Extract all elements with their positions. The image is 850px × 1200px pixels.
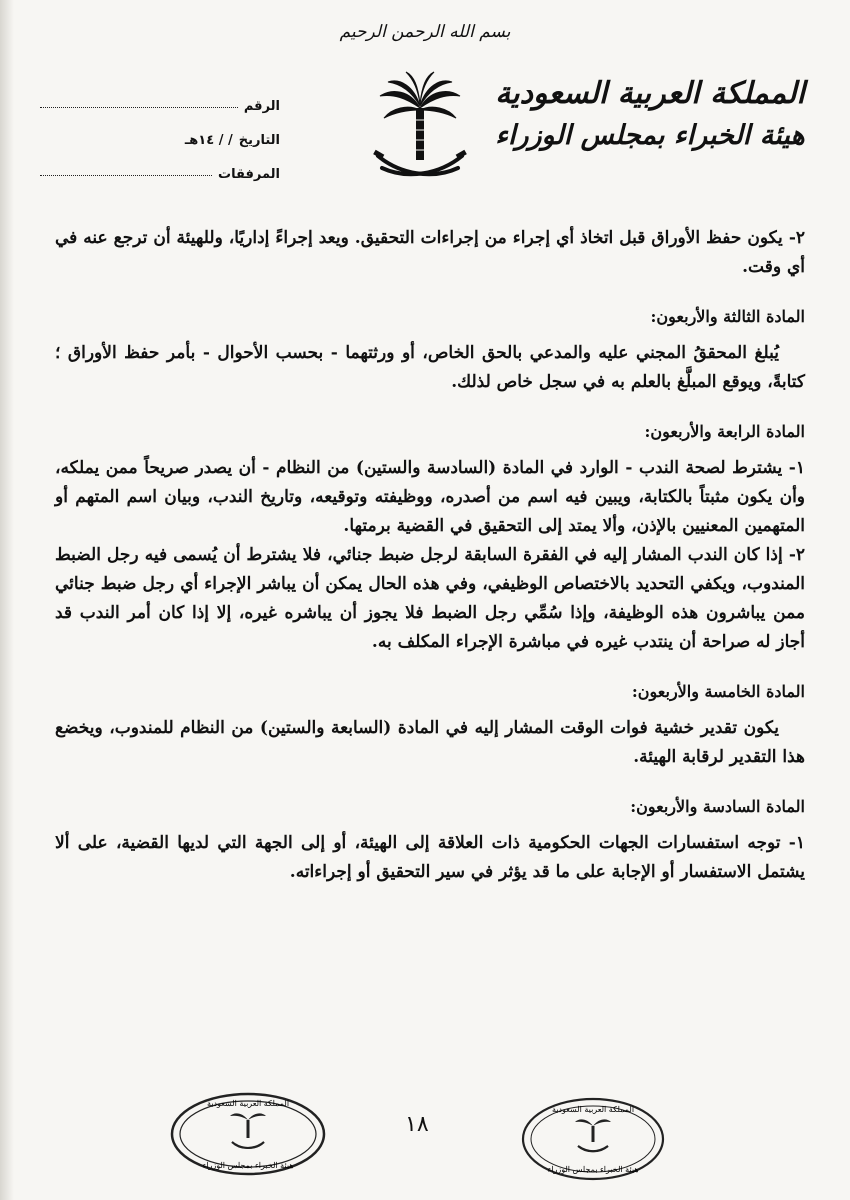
official-seal-right-icon xyxy=(518,1094,668,1184)
article-45-title: المادة الخامسة والأربعون: xyxy=(631,682,805,701)
seal-left-top-text: المملكة العربية السعودية xyxy=(206,1099,290,1108)
item-text: يكون حفظ الأوراق قبل اتخاذ أي إجراء من إجراءات التحقيق. ويعد إجراءً إداريًا، وللهيئة أن ترجع عنه في أي وقت. xyxy=(55,228,805,277)
item-text: إذا كان الندب المشار إليه في الفقرة السابقة لرجل ضبط جنائي، فلا يشترط أن يُسمى فيه رجل الضبط المندوب، ويكفي التحديد بالاختصاص الوظيفي، وفي هذه الحال يمكن أن يباشر الإجراء أي رجل ضبط جنائي ممن يباشرون هذه الوظيفة، وإذا سُمِّي رجل الضبط فلا يجوز أن يباشره غيره، إلا إذا كان أمر الندب قد أجاز له صراحة أن ينتدب غيره في مباشرة الإجراء المكلف به. xyxy=(55,545,805,652)
date-label: التاريخ xyxy=(238,133,280,148)
paragraph-item-2 xyxy=(55,224,805,282)
saudi-emblem-icon xyxy=(370,70,470,190)
article-43-text: يُبلغ المحققُ المجني عليه والمدعي بالحق الخاص، أو ورثتهما - بحسب الأحوال - بأمر حفظ الأوراق ؛ كتابةً، ويوقع المبلَّغ بالعلم به في سجل خاص لذلك. xyxy=(55,343,805,392)
item-number: ٢- xyxy=(788,228,806,248)
reference-label: الرقم xyxy=(243,99,280,114)
article-46-item-1 xyxy=(55,829,805,887)
letterhead-title xyxy=(490,72,810,156)
article-44-title: المادة الرابعة والأربعون: xyxy=(644,422,805,441)
attachments-line xyxy=(40,175,212,176)
item-number: ١- xyxy=(788,458,805,478)
date-value: / / ١٤هـ xyxy=(184,133,233,148)
article-44-item-1 xyxy=(55,454,805,541)
document-body xyxy=(55,224,805,887)
reference-number-field xyxy=(40,80,280,114)
seal-right-bottom-text: هيئة الخبراء بمجلس الوزراء xyxy=(547,1165,639,1174)
scan-edge-shadow xyxy=(0,0,14,1200)
kingdom-name: المملكة العربية السعودية xyxy=(495,76,805,111)
seal-right-top-text: المملكة العربية السعودية xyxy=(551,1105,635,1114)
basmala: بسم الله الرحمن الرحيم xyxy=(339,22,511,42)
seal-left-bottom-text: هيئة الخبراء بمجلس الوزراء xyxy=(202,1161,294,1170)
article-46-title: المادة السادسة والأربعون: xyxy=(630,797,805,816)
page-number: ١٨ xyxy=(405,1112,429,1137)
page-footer xyxy=(0,1090,850,1190)
item-number: ٢- xyxy=(788,545,806,565)
attachments-label: المرفقات xyxy=(218,167,280,182)
item-number: ١- xyxy=(788,833,805,853)
article-43-title: المادة الثالثة والأربعون: xyxy=(650,307,805,326)
authority-name: هيئة الخبراء بمجلس الوزراء xyxy=(495,120,805,151)
article-45-text: يكون تقدير خشية فوات الوقت المشار إليه في المادة (السابعة والستين) من النظام للمندوب، ويخضع هذا التقدير لرقابة الهيئة. xyxy=(55,718,805,767)
reference-line xyxy=(40,107,238,108)
item-text: توجه استفسارات الجهات الحكومية ذات العلاقة إلى الهيئة، أو إلى الجهة التي لديها القضية، على ألا يشتمل الاستفسار أو الإجابة على ما قد يؤثر في سير التحقيق أو إجراءاته. xyxy=(55,833,805,882)
reference-fields xyxy=(40,80,280,182)
article-44-item-2 xyxy=(55,541,805,657)
item-text: يشترط لصحة الندب - الوارد في المادة (السادسة والستين) من النظام - أن يصدر صريحاً ممن يملكه، وأن يكون مثبتاً بالكتابة، ويبين فيه اسم من أصدره، ووظيفته وتوقيعه، وتاريخ الندب، وبيان اسم المتهم أو المتهمين المعنيين بالإذن، وألا يمتد إلى التحقيق في القضية برمتها. xyxy=(55,458,805,536)
attachments-field xyxy=(40,148,280,182)
official-seal-left-icon xyxy=(168,1090,328,1178)
date-field xyxy=(40,114,280,148)
